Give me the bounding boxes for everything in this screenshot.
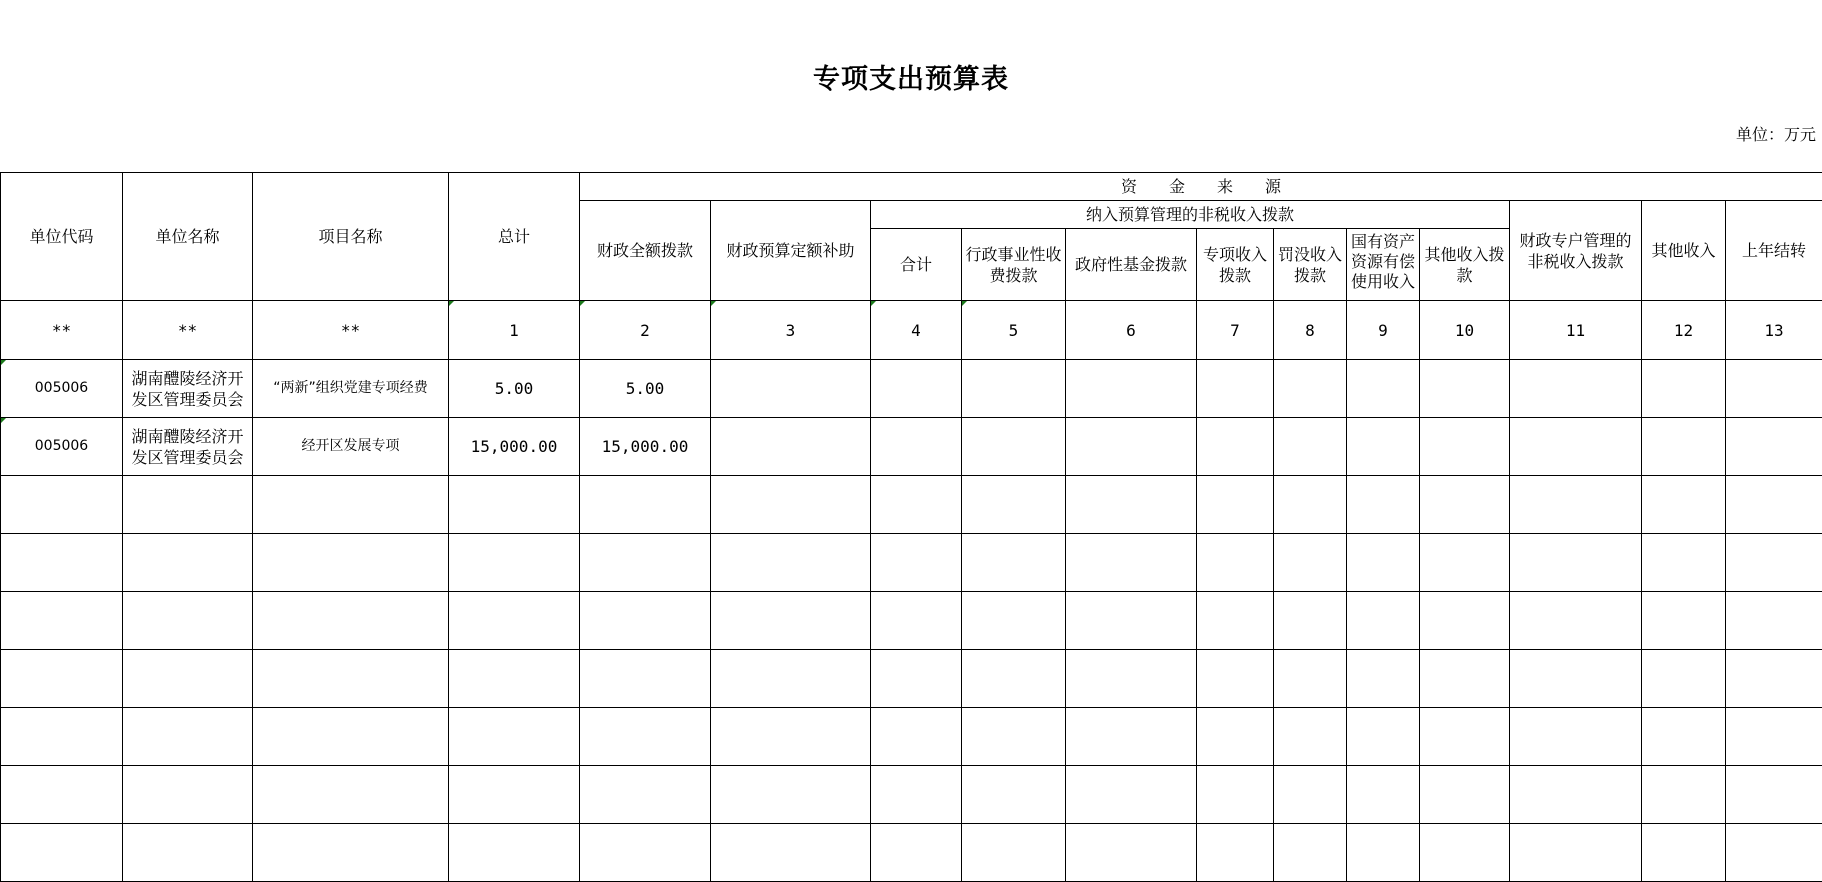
empty-cell (253, 592, 449, 650)
empty-cell (1, 534, 123, 592)
empty-cell (1726, 650, 1822, 708)
empty-cell (711, 708, 871, 766)
unit-name-cell: 湖南醴陵经济开发区管理委员会 (123, 418, 253, 476)
empty-cell (449, 708, 580, 766)
empty-cell (1420, 360, 1510, 418)
empty-cell (580, 766, 711, 824)
header-subtotal: 合计 (871, 229, 962, 301)
empty-cell (1347, 766, 1420, 824)
table-row (1, 766, 1822, 824)
header-last-year: 上年结转 (1726, 201, 1822, 301)
empty-cell (580, 476, 711, 534)
empty-cell (871, 824, 962, 882)
empty-cell (1642, 650, 1726, 708)
budget-table (0, 172, 1822, 882)
index-cell: 11 (1510, 301, 1642, 360)
header-fiscal-quota: 财政预算定额补助 (711, 201, 871, 301)
empty-cell (1642, 592, 1726, 650)
empty-cell (711, 476, 871, 534)
index-cell: ** (123, 301, 253, 360)
header-other-income-alloc: 其他收入拨款 (1420, 229, 1510, 301)
table-row (1, 708, 1822, 766)
empty-cell (1, 824, 123, 882)
empty-cell (1197, 708, 1274, 766)
index-cell: 5 (962, 301, 1066, 360)
empty-cell (1510, 592, 1642, 650)
header-nontax-group: 纳入预算管理的非税收入拨款 (871, 201, 1510, 229)
empty-cell (1347, 592, 1420, 650)
table-row (1, 650, 1822, 708)
empty-cell (253, 650, 449, 708)
header-funding-source: 资 金 来 源 (580, 173, 1822, 201)
total-cell: 5.00 (449, 360, 580, 418)
empty-cell (1066, 360, 1197, 418)
index-cell: ** (1, 301, 123, 360)
empty-cell (449, 824, 580, 882)
empty-cell (1642, 766, 1726, 824)
unit-code-cell: 005006 (1, 418, 123, 476)
header-admin-fee: 行政事业性收费拨款 (962, 229, 1066, 301)
index-cell: 13 (1726, 301, 1822, 360)
empty-cell (1726, 708, 1822, 766)
empty-cell (1, 766, 123, 824)
empty-cell (580, 824, 711, 882)
empty-cell (1420, 824, 1510, 882)
empty-cell (1510, 476, 1642, 534)
empty-cell (1274, 418, 1347, 476)
empty-cell (1347, 476, 1420, 534)
empty-cell (1, 592, 123, 650)
empty-cell (123, 534, 253, 592)
header-state-asset: 国有资产资源有偿使用收入 (1347, 229, 1420, 301)
empty-cell (253, 824, 449, 882)
empty-cell (1274, 766, 1347, 824)
table-title: 专项支出预算表 (0, 57, 1822, 96)
index-cell: 12 (1642, 301, 1726, 360)
header-unit-name: 单位名称 (123, 173, 253, 301)
header-fiscal-full: 财政全额拨款 (580, 201, 711, 301)
empty-cell (1642, 476, 1726, 534)
empty-cell (1274, 650, 1347, 708)
empty-cell (1420, 708, 1510, 766)
empty-cell (962, 360, 1066, 418)
project-name-cell: “两新”组织党建专项经费 (253, 360, 449, 418)
empty-cell (123, 766, 253, 824)
empty-cell (1510, 534, 1642, 592)
empty-cell (1066, 650, 1197, 708)
header-total: 总计 (449, 173, 580, 301)
index-cell: ** (253, 301, 449, 360)
index-cell: 10 (1420, 301, 1510, 360)
empty-cell (962, 708, 1066, 766)
index-cell: 6 (1066, 301, 1197, 360)
table-row (1, 360, 1822, 418)
empty-cell (1420, 766, 1510, 824)
empty-cell (1642, 360, 1726, 418)
empty-cell (1642, 534, 1726, 592)
fiscal-full-cell: 5.00 (580, 360, 711, 418)
empty-cell (449, 650, 580, 708)
header-project-name: 项目名称 (253, 173, 449, 301)
empty-cell (1347, 824, 1420, 882)
empty-cell (1642, 418, 1726, 476)
header-fiscal-special-account: 财政专户管理的非税收入拨款 (1510, 201, 1642, 301)
empty-cell (580, 650, 711, 708)
index-cell: 1 (449, 301, 580, 360)
empty-cell (1726, 592, 1822, 650)
empty-cell (1274, 592, 1347, 650)
empty-cell (871, 418, 962, 476)
empty-cell (123, 824, 253, 882)
empty-cell (1197, 476, 1274, 534)
unit-label: 单位：万元 (1736, 122, 1816, 145)
empty-cell (449, 476, 580, 534)
index-row (1, 301, 1822, 360)
empty-cell (1066, 708, 1197, 766)
empty-cell (711, 650, 871, 708)
empty-cell (580, 708, 711, 766)
empty-cell (1510, 708, 1642, 766)
empty-cell (1197, 766, 1274, 824)
empty-cell (962, 650, 1066, 708)
index-cell: 3 (711, 301, 871, 360)
unit-code-cell: 005006 (1, 360, 123, 418)
empty-cell (1274, 708, 1347, 766)
empty-cell (871, 360, 962, 418)
project-name-cell: 经开区发展专项 (253, 418, 449, 476)
empty-cell (1066, 766, 1197, 824)
index-cell: 2 (580, 301, 711, 360)
empty-cell (1274, 824, 1347, 882)
empty-cell (1726, 360, 1822, 418)
empty-cell (123, 592, 253, 650)
index-cell: 8 (1274, 301, 1347, 360)
empty-cell (711, 534, 871, 592)
empty-cell (962, 766, 1066, 824)
empty-cell (1510, 766, 1642, 824)
empty-cell (1420, 418, 1510, 476)
header-other-income: 其他收入 (1642, 201, 1726, 301)
empty-cell (123, 708, 253, 766)
table-row (1, 418, 1822, 476)
empty-cell (711, 592, 871, 650)
empty-cell (1642, 824, 1726, 882)
empty-cell (1197, 534, 1274, 592)
empty-cell (449, 766, 580, 824)
empty-cell (1, 476, 123, 534)
empty-cell (962, 824, 1066, 882)
empty-cell (1066, 476, 1197, 534)
empty-cell (253, 476, 449, 534)
empty-cell (1347, 708, 1420, 766)
empty-cell (871, 592, 962, 650)
total-cell: 15,000.00 (449, 418, 580, 476)
table-row (1, 824, 1822, 882)
empty-cell (1066, 534, 1197, 592)
empty-cell (1420, 476, 1510, 534)
empty-cell (711, 360, 871, 418)
empty-cell (1420, 534, 1510, 592)
header-gov-fund: 政府性基金拨款 (1066, 229, 1197, 301)
empty-cell (1726, 476, 1822, 534)
empty-cell (1726, 534, 1822, 592)
empty-cell (1510, 650, 1642, 708)
empty-cell (1347, 418, 1420, 476)
table-row (1, 534, 1822, 592)
empty-cell (449, 592, 580, 650)
empty-cell (1066, 592, 1197, 650)
empty-cell (711, 766, 871, 824)
empty-cell (871, 476, 962, 534)
empty-cell (962, 418, 1066, 476)
empty-cell (123, 476, 253, 534)
empty-cell (1, 708, 123, 766)
empty-cell (871, 650, 962, 708)
index-cell: 9 (1347, 301, 1420, 360)
empty-cell (1726, 824, 1822, 882)
empty-cell (1197, 650, 1274, 708)
empty-cell (1197, 592, 1274, 650)
empty-cell (1066, 418, 1197, 476)
empty-cell (1726, 766, 1822, 824)
empty-cell (1642, 708, 1726, 766)
index-cell: 7 (1197, 301, 1274, 360)
fiscal-full-cell: 15,000.00 (580, 418, 711, 476)
empty-cell (1274, 534, 1347, 592)
empty-cell (1510, 824, 1642, 882)
empty-cell (580, 534, 711, 592)
empty-cell (962, 476, 1066, 534)
empty-cell (1, 650, 123, 708)
empty-cell (449, 534, 580, 592)
empty-cell (1197, 824, 1274, 882)
empty-cell (871, 766, 962, 824)
empty-cell (253, 534, 449, 592)
empty-cell (580, 592, 711, 650)
empty-cell (1510, 418, 1642, 476)
empty-cell (962, 592, 1066, 650)
table-row (1, 592, 1822, 650)
empty-cell (1726, 418, 1822, 476)
table-row (1, 476, 1822, 534)
empty-cell (1420, 650, 1510, 708)
empty-cell (123, 650, 253, 708)
empty-cell (711, 824, 871, 882)
header-unit-code: 单位代码 (1, 173, 123, 301)
empty-cell (253, 766, 449, 824)
empty-cell (1347, 534, 1420, 592)
empty-cell (1347, 650, 1420, 708)
empty-cell (711, 418, 871, 476)
empty-cell (1510, 360, 1642, 418)
empty-cell (871, 534, 962, 592)
index-cell: 4 (871, 301, 962, 360)
empty-cell (1197, 418, 1274, 476)
empty-cell (253, 708, 449, 766)
empty-cell (1420, 592, 1510, 650)
empty-cell (1274, 360, 1347, 418)
header-special-income: 专项收入拨款 (1197, 229, 1274, 301)
empty-cell (1274, 476, 1347, 534)
empty-cell (1066, 824, 1197, 882)
unit-name-cell: 湖南醴陵经济开发区管理委员会 (123, 360, 253, 418)
empty-cell (962, 534, 1066, 592)
header-fines: 罚没收入拨款 (1274, 229, 1347, 301)
empty-cell (1197, 360, 1274, 418)
empty-cell (1347, 360, 1420, 418)
empty-cell (871, 708, 962, 766)
